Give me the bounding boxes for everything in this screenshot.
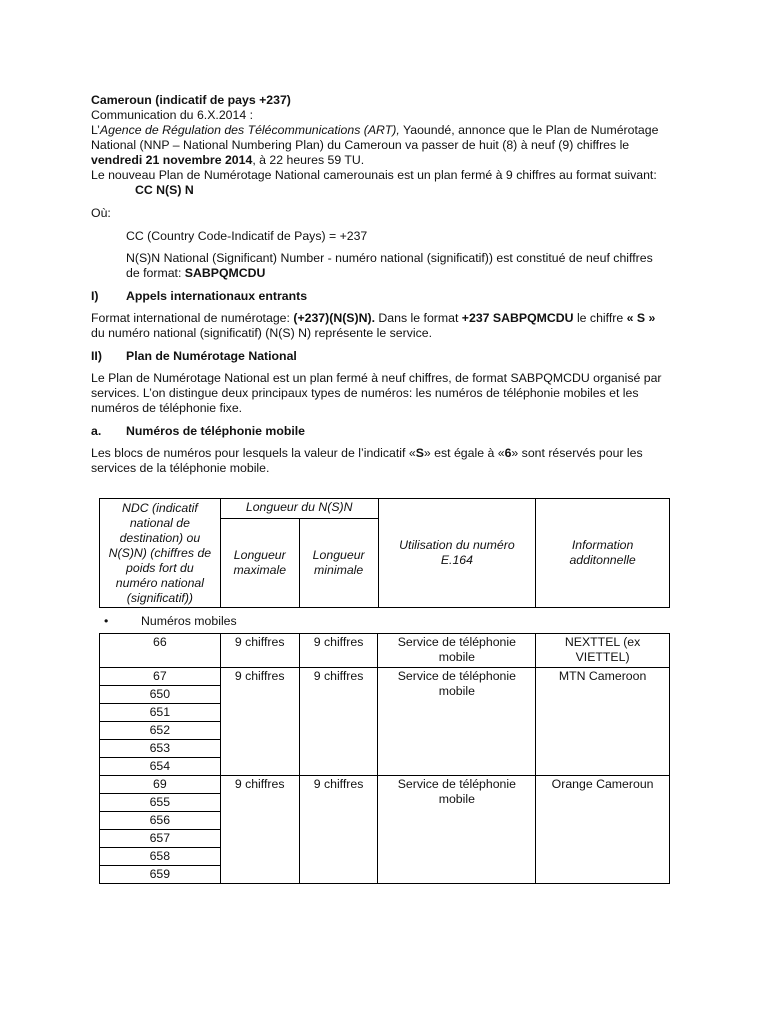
ndc-code: 658 <box>100 848 221 866</box>
numbering-header-table <box>99 498 670 608</box>
sa-six: 6 <box>504 446 512 460</box>
ndc-code: 67 <box>100 668 221 686</box>
usage-line: mobile <box>438 792 475 806</box>
header-ndc-line: N(S)N) (chiffres de <box>108 545 212 560</box>
header-ndc-line: destination) ou <box>119 530 201 545</box>
sa-text-e: » sont réservés pour les <box>511 446 643 460</box>
mobile-numbers-table <box>99 633 670 884</box>
header-utilisation <box>378 499 536 608</box>
bullet: • <box>104 614 109 628</box>
nsn-format-prefix: de format: <box>126 266 185 280</box>
intro-line-1-rest: Yaoundé, annonce que le Plan de Numérotage <box>399 123 659 137</box>
min-length: 9 chiffres <box>299 634 378 668</box>
ndc-code: 651 <box>100 704 221 722</box>
agency-name: Agence de Régulation des Télécommunications (ART), <box>99 123 400 137</box>
ou-label: Où: <box>91 206 111 220</box>
usage-line: mobile <box>438 650 475 664</box>
header-max <box>220 519 299 608</box>
usage-line: Service de téléphonie <box>397 669 516 683</box>
section-1-line-1 <box>91 311 655 327</box>
header-ndc <box>100 499 221 608</box>
subsection-a-line-1 <box>91 446 643 462</box>
min-length: 9 chiffres <box>299 776 378 884</box>
section-2-line-2: services. L’on distingue deux principaux types de numéros: les numéros de téléphonie mobiles et les <box>91 386 639 400</box>
header-utilisation-line: E.164 <box>440 553 473 567</box>
nsn-definition-line-1: N(S)N National (Significant) Number - numéro national (significatif)) est constitué de neuf chiffres <box>126 251 653 265</box>
header-min-line: minimale <box>314 563 364 577</box>
s1-text-e: le chiffre <box>573 311 627 325</box>
usage <box>378 634 536 668</box>
s1-text-a: Format international de numérotage: <box>91 311 294 325</box>
ndc-code: 656 <box>100 812 221 830</box>
header-ndc-line: poids fort du <box>126 560 194 575</box>
switch-time: , à 22 heures 59 TU. <box>252 153 365 167</box>
s1-s-digit: « S » <box>626 311 656 325</box>
header-ndc-line: (significatif)) <box>126 590 194 605</box>
operator-info <box>536 634 670 668</box>
ndc-code: 655 <box>100 794 221 812</box>
header-ndc-line: national de <box>129 515 190 530</box>
plan-line: Le nouveau Plan de Numérotage National camerounais est un plan fermé à 9 chiffres au format suivant: <box>91 168 657 182</box>
section-2-number: II) <box>91 349 102 363</box>
operator-info: Orange Cameroun <box>536 776 670 884</box>
header-info <box>536 499 670 608</box>
usage <box>378 668 536 776</box>
usage-line: Service de téléphonie <box>397 635 516 649</box>
intro-prefix: L’ <box>91 123 100 137</box>
section-1-title: Appels internationaux entrants <box>126 289 308 303</box>
usage-line: mobile <box>438 684 475 698</box>
sa-s: S <box>415 446 424 460</box>
sa-text-c: » est égale à « <box>423 446 505 460</box>
header-min <box>299 519 378 608</box>
sa-text-a: Les blocs de numéros pour lesquels la valeur de l’indicatif « <box>91 446 416 460</box>
header-ndc-line: NDC (indicatif <box>121 500 198 515</box>
header-min-line: Longueur <box>312 548 365 562</box>
header-max-line: maximale <box>233 563 287 577</box>
table-row <box>100 776 670 794</box>
ndc-code: 653 <box>100 740 221 758</box>
section-2-line-3: numéros de téléphonie fixe. <box>91 401 243 415</box>
info-line: NEXTTEL (ex <box>564 635 641 649</box>
ndc-code: 69 <box>100 776 221 794</box>
intro-line-3 <box>91 153 364 169</box>
header-info-line: Information <box>571 538 634 552</box>
nsn-definition-line-2 <box>126 266 265 282</box>
usage <box>378 776 536 884</box>
section-1-number: I) <box>91 289 99 303</box>
table-row <box>100 668 670 686</box>
table-row <box>100 634 670 668</box>
doc-title: Cameroun (indicatif de pays +237) <box>91 93 291 107</box>
mobiles-label: Numéros mobiles <box>141 614 237 628</box>
switch-date: vendredi 21 novembre 2014 <box>91 153 253 167</box>
ndc-code: 652 <box>100 722 221 740</box>
min-length: 9 chiffres <box>299 668 378 776</box>
header-max-line: Longueur <box>233 548 286 562</box>
ndc-code: 654 <box>100 758 221 776</box>
info-line: VIETTEL) <box>575 650 630 664</box>
s1-format: (+237)(N(S)N). <box>293 311 375 325</box>
subsection-a-title: Numéros de téléphonie mobile <box>126 424 306 438</box>
s1-full-format: +237 SABPQMCDU <box>461 311 574 325</box>
subsection-a-line-2: services de la téléphonie mobile. <box>91 461 270 475</box>
header-info-line: additonnelle <box>569 553 636 567</box>
ndc-code: 66 <box>100 634 221 668</box>
ndc-code: 659 <box>100 866 221 884</box>
cc-definition: CC (Country Code-Indicatif de Pays) = +237 <box>126 229 368 243</box>
subsection-a-number: a. <box>91 424 102 438</box>
intro-line-1 <box>91 123 678 139</box>
intro-line-2: National (NNP – National Numbering Plan) du Cameroun va passer de huit (8) à neuf (9) chiffres le <box>91 138 630 152</box>
nsn-format: SABPQMCDU <box>184 266 266 280</box>
header-longueur: Longueur du N(S)N <box>220 499 378 519</box>
max-length: 9 chiffres <box>220 634 299 668</box>
section-2-title: Plan de Numérotage National <box>126 349 297 363</box>
header-utilisation-line: Utilisation du numéro <box>399 538 515 552</box>
max-length: 9 chiffres <box>220 668 299 776</box>
ndc-code: 657 <box>100 830 221 848</box>
communication-date: Communication du 6.X.2014 : <box>91 108 254 122</box>
s1-text-c: Dans le format <box>375 311 462 325</box>
ndc-code: 650 <box>100 686 221 704</box>
section-1-line-2: du numéro national (significatif) (N(S) N) représente le service. <box>91 326 433 340</box>
usage-line: Service de téléphonie <box>397 777 516 791</box>
operator-info: MTN Cameroon <box>536 668 670 776</box>
max-length: 9 chiffres <box>220 776 299 884</box>
number-format: CC N(S) N <box>135 183 194 197</box>
section-2-line-1: Le Plan de Numérotage National est un plan fermé à neuf chiffres, de format SABPQMCDU organisé par <box>91 371 662 385</box>
header-ndc-line: numéro national <box>115 575 204 590</box>
